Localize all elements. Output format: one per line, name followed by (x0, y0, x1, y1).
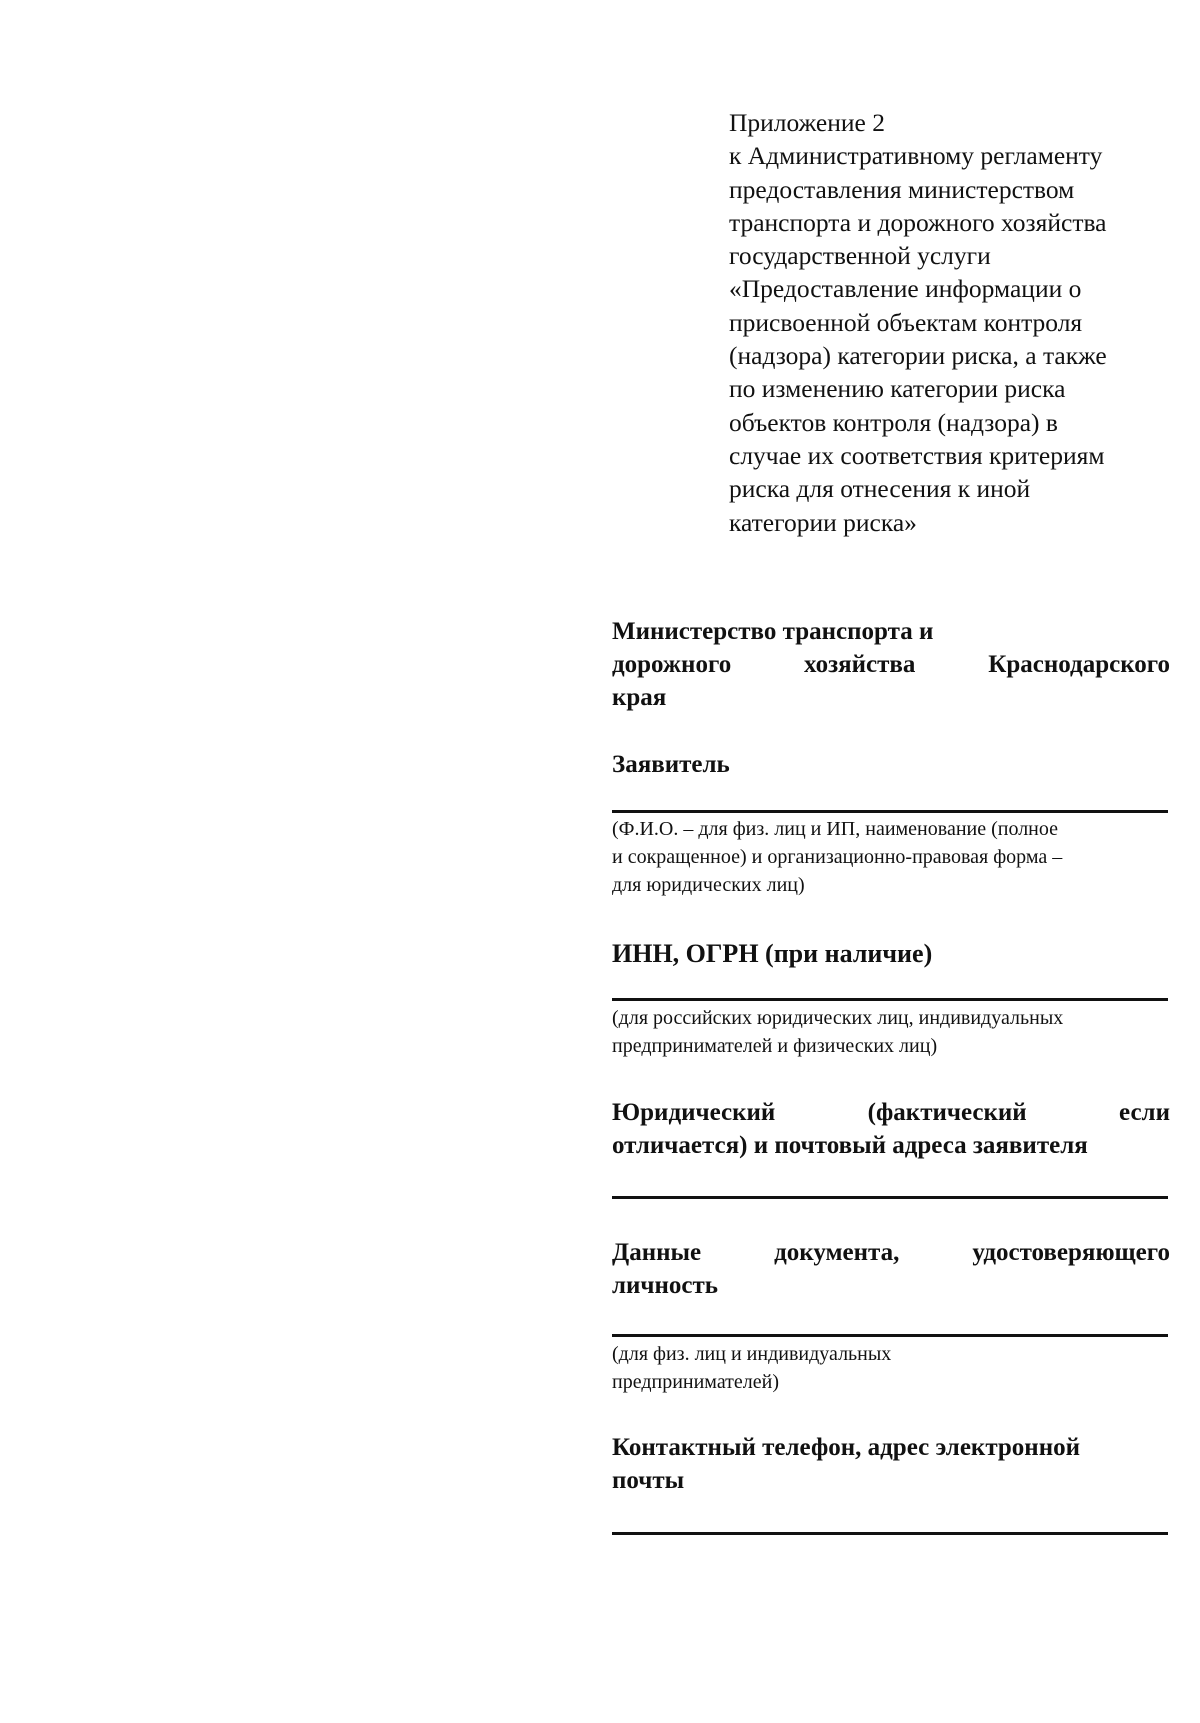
applicant-label (612, 748, 1170, 781)
appendix-line: по изменению категории риска (729, 374, 1066, 404)
contact-line: Контактный телефон, адрес электронной (612, 1434, 1081, 1461)
appendix-line: транспорта и дорожного хозяйства (729, 207, 1107, 237)
appendix-line: предоставления министерством (729, 174, 1075, 204)
address-word: (фактический (867, 1099, 1027, 1126)
contact-line: почты (612, 1467, 685, 1494)
address-line (612, 1096, 1170, 1129)
contact-label (612, 1431, 1170, 1497)
address-word: Юридический (612, 1099, 776, 1126)
inn-note (612, 1004, 1170, 1060)
identity-note (612, 1340, 1170, 1396)
appendix-line: случае их соответствия критериям (729, 440, 1105, 470)
note-line: (для физ. лиц и индивидуальных (612, 1343, 892, 1365)
appendix-line: Приложение 2 (729, 108, 885, 137)
appendix-line: (надзора) категории риска, а также (729, 341, 1107, 371)
applicant-note (612, 815, 1170, 899)
identity-line (612, 1236, 1170, 1269)
identity-word: Данные (612, 1239, 702, 1266)
ministry-addressee (612, 615, 1170, 714)
appendix-line: присвоенной объектам контроля (729, 307, 1083, 337)
appendix-line: риска для отнесения к иной (729, 474, 1031, 504)
note-line: и сокращенное) и организационно-правовая форма – (612, 846, 1063, 868)
ministry-line: Министерство транспорта и (612, 618, 934, 645)
identity-input-line[interactable] (612, 1334, 1168, 1337)
appendix-line: «Предоставление информации о (729, 274, 1082, 304)
ministry-word: Краснодарского (988, 651, 1170, 678)
appendix-line: категории риска» (729, 507, 917, 537)
appendix-line: объектов контроля (надзора) в (729, 407, 1058, 437)
ministry-word: хозяйства (804, 651, 916, 678)
note-line: предпринимателей и физических лиц) (612, 1035, 938, 1057)
identity-word: удостоверяющего (972, 1239, 1170, 1266)
note-line: для юридических лиц) (612, 874, 805, 896)
appendix-line: к Административному регламенту (729, 141, 1103, 171)
identity-word: документа, (774, 1239, 900, 1266)
applicant-label-text: Заявитель (612, 751, 730, 778)
identity-label (612, 1236, 1170, 1302)
inn-label (612, 937, 1170, 970)
note-line: (для российских юридических лиц, индивидуальных (612, 1007, 1064, 1029)
inn-label-text: ИНН, ОГРН (при наличие) (612, 939, 933, 968)
appendix-line: государственной услуги (729, 241, 991, 271)
contact-input-line[interactable] (612, 1532, 1168, 1535)
address-word: если (1119, 1099, 1170, 1126)
ministry-word: дорожного (612, 651, 732, 678)
address-label (612, 1096, 1170, 1162)
inn-input-line[interactable] (612, 998, 1168, 1001)
applicant-input-line[interactable] (612, 810, 1168, 813)
ministry-line: края (612, 684, 667, 711)
address-input-line[interactable] (612, 1196, 1168, 1199)
address-line: отличается) и почтовый адреса заявителя (612, 1132, 1088, 1159)
ministry-line (612, 648, 1170, 681)
appendix-header (729, 106, 1169, 539)
note-line: (Ф.И.О. – для физ. лиц и ИП, наименование (полное (612, 818, 1059, 840)
note-line: предпринимателей) (612, 1371, 780, 1393)
identity-line: личность (612, 1272, 719, 1299)
